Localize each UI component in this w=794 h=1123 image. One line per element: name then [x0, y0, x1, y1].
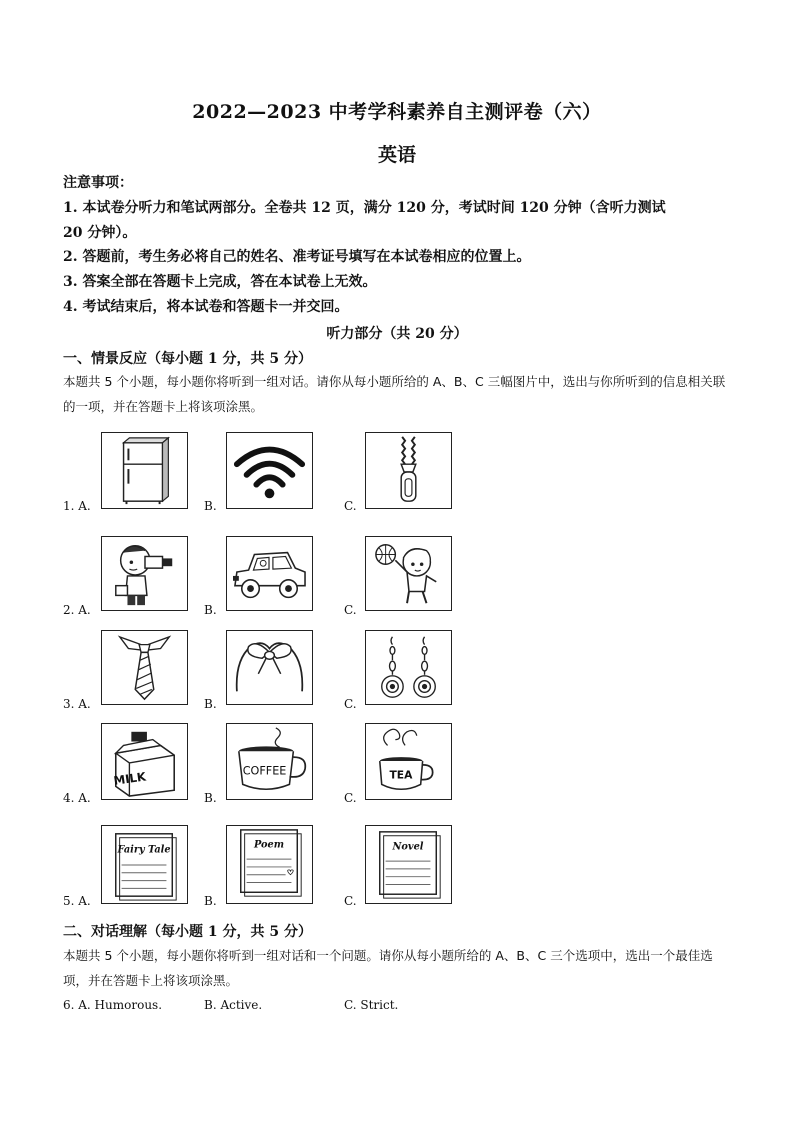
- basketball-boy-icon: [365, 536, 452, 611]
- car-icon: [226, 536, 313, 611]
- option-label: B.: [204, 499, 217, 513]
- camera-boy-icon: [101, 536, 188, 611]
- option-label: C.: [344, 894, 357, 908]
- milk-label: MILK: [112, 769, 147, 788]
- book-title: Novel: [392, 841, 424, 853]
- option-label: B.: [204, 894, 217, 908]
- option-c: C. Strict.: [344, 998, 399, 1012]
- section-2-title: 二、对话理解（每小题 1 分，共 5 分）: [63, 924, 312, 940]
- option-label: 5. A.: [63, 894, 91, 908]
- coffee-label: COFFEE: [242, 764, 287, 778]
- note-item: 20 分钟）。: [63, 225, 137, 241]
- bow-icon: [226, 630, 313, 705]
- option-label: C.: [344, 791, 357, 805]
- zipper-icon: [365, 432, 452, 509]
- earrings-icon: [365, 630, 452, 705]
- note-item: 3. 答案全部在答题卡上完成，答在本试卷上无效。: [63, 274, 377, 290]
- milk-carton-icon: [101, 723, 188, 800]
- option-label: C.: [344, 697, 357, 711]
- tea-cup-icon: [365, 723, 452, 800]
- book-icon: [365, 825, 452, 904]
- option-label: B.: [204, 791, 217, 805]
- listening-part-title: 听力部分（共 20 分）: [326, 326, 468, 342]
- section-2-instruction: 本题共 5 个小题，每小题你将听到一组对话和一个问题。请你从每小题所给的 A、B、C 三个选项中，选出一个最佳选项，并在答题卡上将该项涂黑。: [63, 948, 713, 988]
- exam-title: 2022—2023 中考学科素养自主测评卷（六）: [192, 101, 602, 123]
- option-label: 3. A.: [63, 697, 91, 711]
- option-label: B.: [204, 697, 217, 711]
- coffee-cup-icon: [226, 723, 313, 800]
- option-label: C.: [344, 603, 357, 617]
- book-icon: [226, 825, 313, 904]
- option-a: 6. A. Humorous.: [63, 998, 163, 1012]
- book-icon: [101, 825, 188, 904]
- book-title: Poem: [253, 839, 285, 851]
- option-label: 1. A.: [63, 499, 91, 513]
- tie-icon: [101, 630, 188, 705]
- option-label: 2. A.: [63, 603, 91, 617]
- option-label: B.: [204, 603, 217, 617]
- section-1-title: 一、情景反应（每小题 1 分，共 5 分）: [63, 351, 312, 367]
- notes-heading: 注意事项：: [63, 175, 133, 191]
- tea-label: TEA: [389, 768, 413, 782]
- refrigerator-icon: [101, 432, 188, 509]
- option-label: 4. A.: [63, 791, 91, 805]
- book-title: Fairy Tale: [117, 844, 171, 856]
- option-b: B. Active.: [204, 998, 263, 1012]
- section-1-instruction: 本题共 5 个小题，每小题你将听到一组对话。请你从每小题所给的 A、B、C 三幅图片中，选出与你所听到的信息相关联的一项，并在答题卡上将该项涂黑。: [63, 374, 726, 414]
- note-item: 1. 本试卷分听力和笔试两部分。全卷共 12 页，满分 120 分，考试时间 120 分钟（含听力测试: [63, 200, 666, 216]
- note-item: 2. 答题前，考生务必将自己的姓名、准考证号填写在本试卷相应的位置上。: [63, 249, 531, 265]
- wifi-icon: [226, 432, 313, 509]
- note-item: 4. 考试结束后，将本试卷和答题卡一并交回。: [63, 299, 349, 315]
- exam-subject: 英语: [377, 144, 416, 166]
- option-label: C.: [344, 499, 357, 513]
